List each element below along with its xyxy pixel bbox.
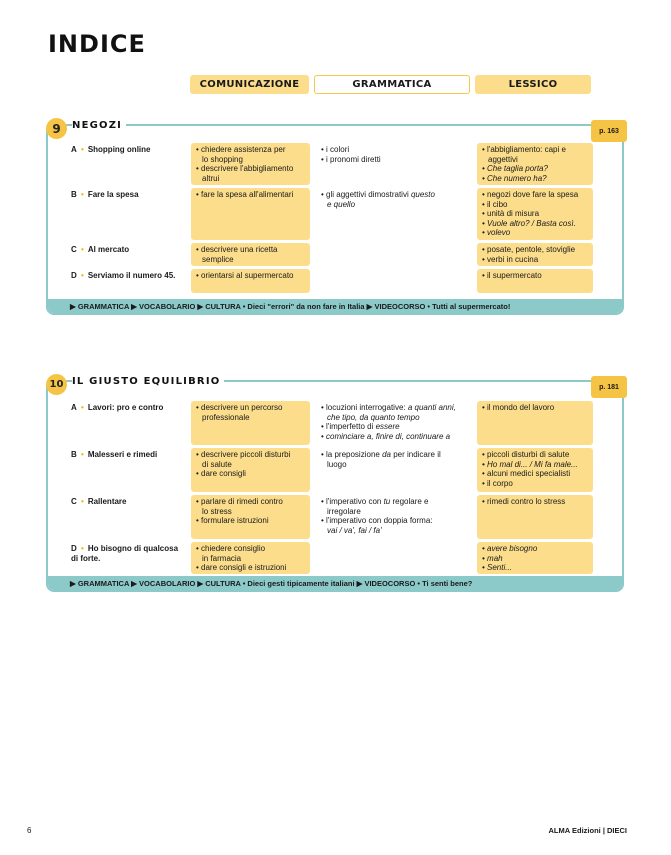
page-title: INDICE	[48, 30, 146, 58]
column-header-lessico: LESSICO	[475, 75, 591, 94]
lesson-row	[48, 143, 622, 185]
lessico-cell: • il supermercato	[477, 269, 593, 293]
grammatica-cell	[316, 269, 472, 293]
lesson-row	[48, 188, 622, 240]
comunicazione-cell: • descrivere un percorso professionale	[191, 401, 310, 445]
grammatica-cell: • l'imperativo con tu regolare e irregolare • l'imperativo con doppia forma: vai / va', fai / fa'	[321, 497, 433, 535]
lesson-title[interactable]: A • Lavori: pro e contro	[71, 403, 164, 412]
lessico-cell: • negozi dove fare la spesa • il cibo • unità di misura • Vuole altro? / Basta così. • volevo	[477, 188, 593, 240]
comunicazione-cell: • descrivere piccoli disturbi di salute • dare consigli	[191, 448, 310, 492]
lesson-row	[48, 243, 622, 266]
unit-9	[46, 120, 624, 315]
lessico-cell: • il mondo del lavoro	[477, 401, 593, 445]
lesson-title[interactable]: D • Serviamo il numero 45.	[71, 271, 176, 280]
lesson-title[interactable]: A • Shopping online	[71, 145, 151, 154]
lessico-cell: • posate, pentole, stoviglie • verbi in cucina	[477, 243, 593, 266]
unit-title[interactable]: NEGOZI	[72, 120, 126, 131]
page-reference[interactable]: p. 181	[591, 376, 627, 398]
grammatica-cell: • gli aggettivi dimostrativi questo e quello	[321, 190, 435, 209]
lesson-row	[48, 269, 622, 293]
lesson-row	[48, 495, 622, 539]
page-reference[interactable]: p. 163	[591, 120, 627, 142]
lesson-title[interactable]: D • Ho bisogno di qualcosa di forte.	[71, 544, 179, 563]
comunicazione-cell: • orientarsi al supermercato	[191, 269, 310, 293]
lessico-cell: • l'abbigliamento: capi e aggettivi • Che taglia porta? • Che numero ha?	[477, 143, 593, 185]
unit-footer-bar[interactable]: ▶ GRAMMATICA ▶ VOCABOLARIO ▶ CULTURA • Dieci "errori" da non fare in Italia ▶ VIDEOCORSO • Tutti al supermercato!	[48, 299, 622, 313]
lessico-cell: • rimedi contro lo stress	[477, 495, 593, 539]
unit-footer-bar[interactable]: ▶ GRAMMATICA ▶ VOCABOLARIO ▶ CULTURA • Dieci gesti tipicamente italiani ▶ VIDEOCORSO • Ti senti bene?	[48, 576, 622, 590]
grammatica-cell: • la preposizione da per indicare il luogo	[321, 450, 441, 469]
comunicazione-cell: • descrivere una ricetta semplice	[191, 243, 310, 266]
grammatica-cell: • i colori • i pronomi diretti	[321, 145, 381, 164]
unit-number: 9	[46, 118, 67, 139]
lessico-cell: • avere bisogno • mah • Senti...	[477, 542, 593, 574]
publisher-label: ALMA Edizioni | DIECI	[548, 826, 627, 835]
comunicazione-cell: • chiedere assistenza per lo shopping • descrivere l'abbigliamento altrui	[191, 143, 310, 185]
lesson-title[interactable]: C • Al mercato	[71, 245, 130, 254]
column-header-grammatica: GRAMMATICA	[314, 75, 470, 94]
unit-10	[46, 376, 624, 592]
column-header-comunicazione: COMUNICAZIONE	[190, 75, 309, 94]
comunicazione-cell: • fare la spesa all'alimentari	[191, 188, 310, 240]
lesson-row	[48, 401, 622, 445]
comunicazione-cell: • parlare di rimedi contro lo stress • formulare istruzioni	[191, 495, 310, 539]
comunicazione-cell: • chiedere consiglio in farmacia • dare consigli e istruzioni	[191, 542, 310, 574]
unit-number: 10	[46, 374, 67, 395]
lesson-title[interactable]: B • Malesseri e rimedi	[71, 450, 158, 459]
lesson-title[interactable]: C • Rallentare	[71, 497, 127, 506]
grammatica-cell	[316, 243, 472, 266]
grammatica-cell	[316, 542, 472, 574]
lessico-cell: • piccoli disturbi di salute • Ho mal di... / Mi fa male... • alcuni medici specialisti • il corpo	[477, 448, 593, 492]
lesson-row	[48, 542, 622, 574]
grammatica-cell: • locuzioni interrogative: a quanti anni, che tipo, da quanto tempo • l'imperfetto di essere • cominciare a, finire di, continuare a	[321, 403, 456, 441]
lesson-title[interactable]: B • Fare la spesa	[71, 190, 139, 199]
lesson-row	[48, 448, 622, 492]
page-number: 6	[27, 826, 32, 835]
unit-title[interactable]: IL GIUSTO EQUILIBRIO	[72, 376, 224, 387]
